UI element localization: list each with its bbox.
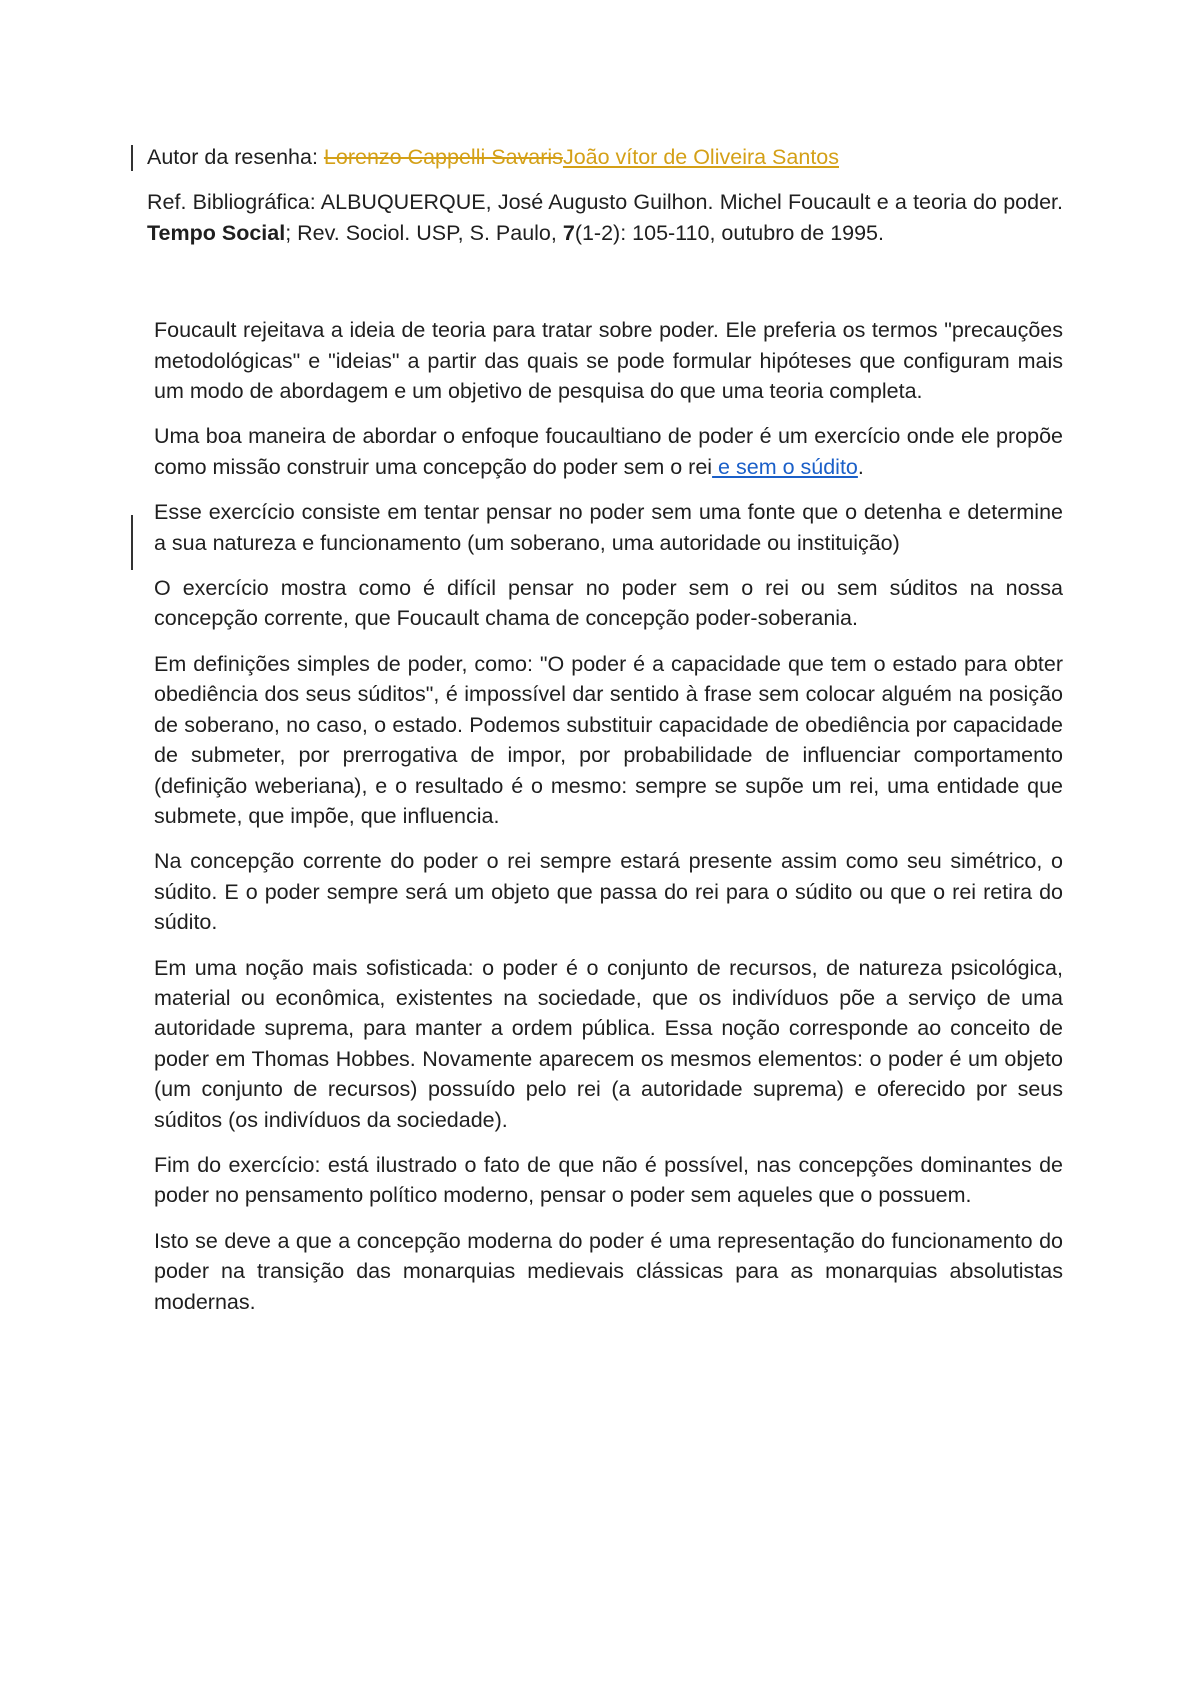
paragraph-7: Em uma noção mais sofisticada: o poder é o conjunto de recursos, de natureza psicológica, material ou econômica, existentes na sociedade, que os indivíduos põe a serviço de uma autoridade suprema, para manter a ordem pública. Essa noção corresponde ao conceito de poder em Thomas Hobbes. Novamente aparecem os mesmos elementos: o poder é um objeto (um conjunto de recursos) possuído pelo rei (a autoridade suprema) e oferecido por seus súditos (os indivíduos da sociedade).	[154, 955, 1063, 1132]
paragraph-6: Na concepção corrente do poder o rei sempre estará presente assim como seu simétrico, o súdito. E o poder sempre será um objeto que passa do rei para o súdito ou que o rei retira do súdito.	[154, 849, 1063, 935]
change-bar-paragraph	[131, 515, 133, 570]
paragraph-2-end: .	[857, 454, 864, 479]
bibliographic-reference	[147, 187, 1063, 248]
blank-lines	[147, 263, 1063, 315]
paragraph-2	[147, 421, 1063, 482]
reference-volume: 7	[562, 220, 575, 245]
deleted-author-name[interactable]: Lorenzo Cappelli Savaris	[323, 145, 563, 169]
paragraph-3: Esse exercício consiste em tentar pensar no poder sem uma fonte que o detenha e determine a sua natureza e funcionamento (um soberano, uma autoridade ou instituição)	[154, 500, 1063, 555]
paragraph-1: Foucault rejeitava a ideia de teoria para tratar sobre poder. Ele preferia os termos "precauções metodológicas" e "ideias" a partir das quais se pode formular hipóteses que configuram mais um modo de abordagem e um objetivo de pesquisa do que uma teoria completa.	[154, 318, 1063, 404]
author-label: Autor da resenha:	[147, 145, 324, 169]
author-line	[147, 142, 1063, 172]
paragraph-4: O exercício mostra como é difícil pensar no poder sem o rei ou sem súditos na nossa concepção corrente, que Foucault chama de concepção poder-soberania.	[154, 576, 1063, 631]
paragraph-8: Fim do exercício: está ilustrado o fato de que não é possível, nas concepções dominantes de poder no pensamento político moderno, pensar o poder sem aqueles que o possuem.	[154, 1152, 1063, 1208]
reference-part3: (1-2): 105-110, outubro de 1995.	[574, 220, 884, 245]
paragraph-2-link[interactable]: e sem o súdito	[712, 454, 858, 479]
paragraph-9: Isto se deve a que a concepção moderna do poder é uma representação do funcionamento do poder na transição das monarquias medievais clássicas para as monarquias absolutistas modernas.	[154, 1228, 1063, 1314]
reference-journal: Tempo Social	[147, 220, 286, 245]
paragraph-2-text: Uma boa maneira de abordar o enfoque foucaultiano de poder é um exercício onde ele propõe como missão construir uma concepção do poder sem o rei	[154, 424, 1063, 479]
document-body	[147, 142, 1063, 1332]
reference-part2: ; Rev. Sociol. USP, S. Paulo,	[285, 220, 563, 245]
inserted-author-name[interactable]: João vítor de Oliveira Santos	[562, 145, 839, 169]
paragraph-5: Em definições simples de poder, como: "O poder é a capacidade que tem o estado para obter obediência dos seus súditos", é impossível dar sentido à frase sem colocar alguém na posição de soberano, no caso, o estado. Podemos substituir capacidade de obediência por capacidade de submeter, por prerrogativa de impor, por probabilidade de influenciar comportamento (definição weberiana), e o resultado é o mesmo: sempre se supõe um rei, uma entidade que submete, que impõe, que influencia.	[154, 651, 1063, 828]
reference-part1: Ref. Bibliográfica: ALBUQUERQUE, José Augusto Guilhon. Michel Foucault e a teoria do poder.	[147, 190, 1063, 215]
change-bar-author	[131, 145, 133, 171]
